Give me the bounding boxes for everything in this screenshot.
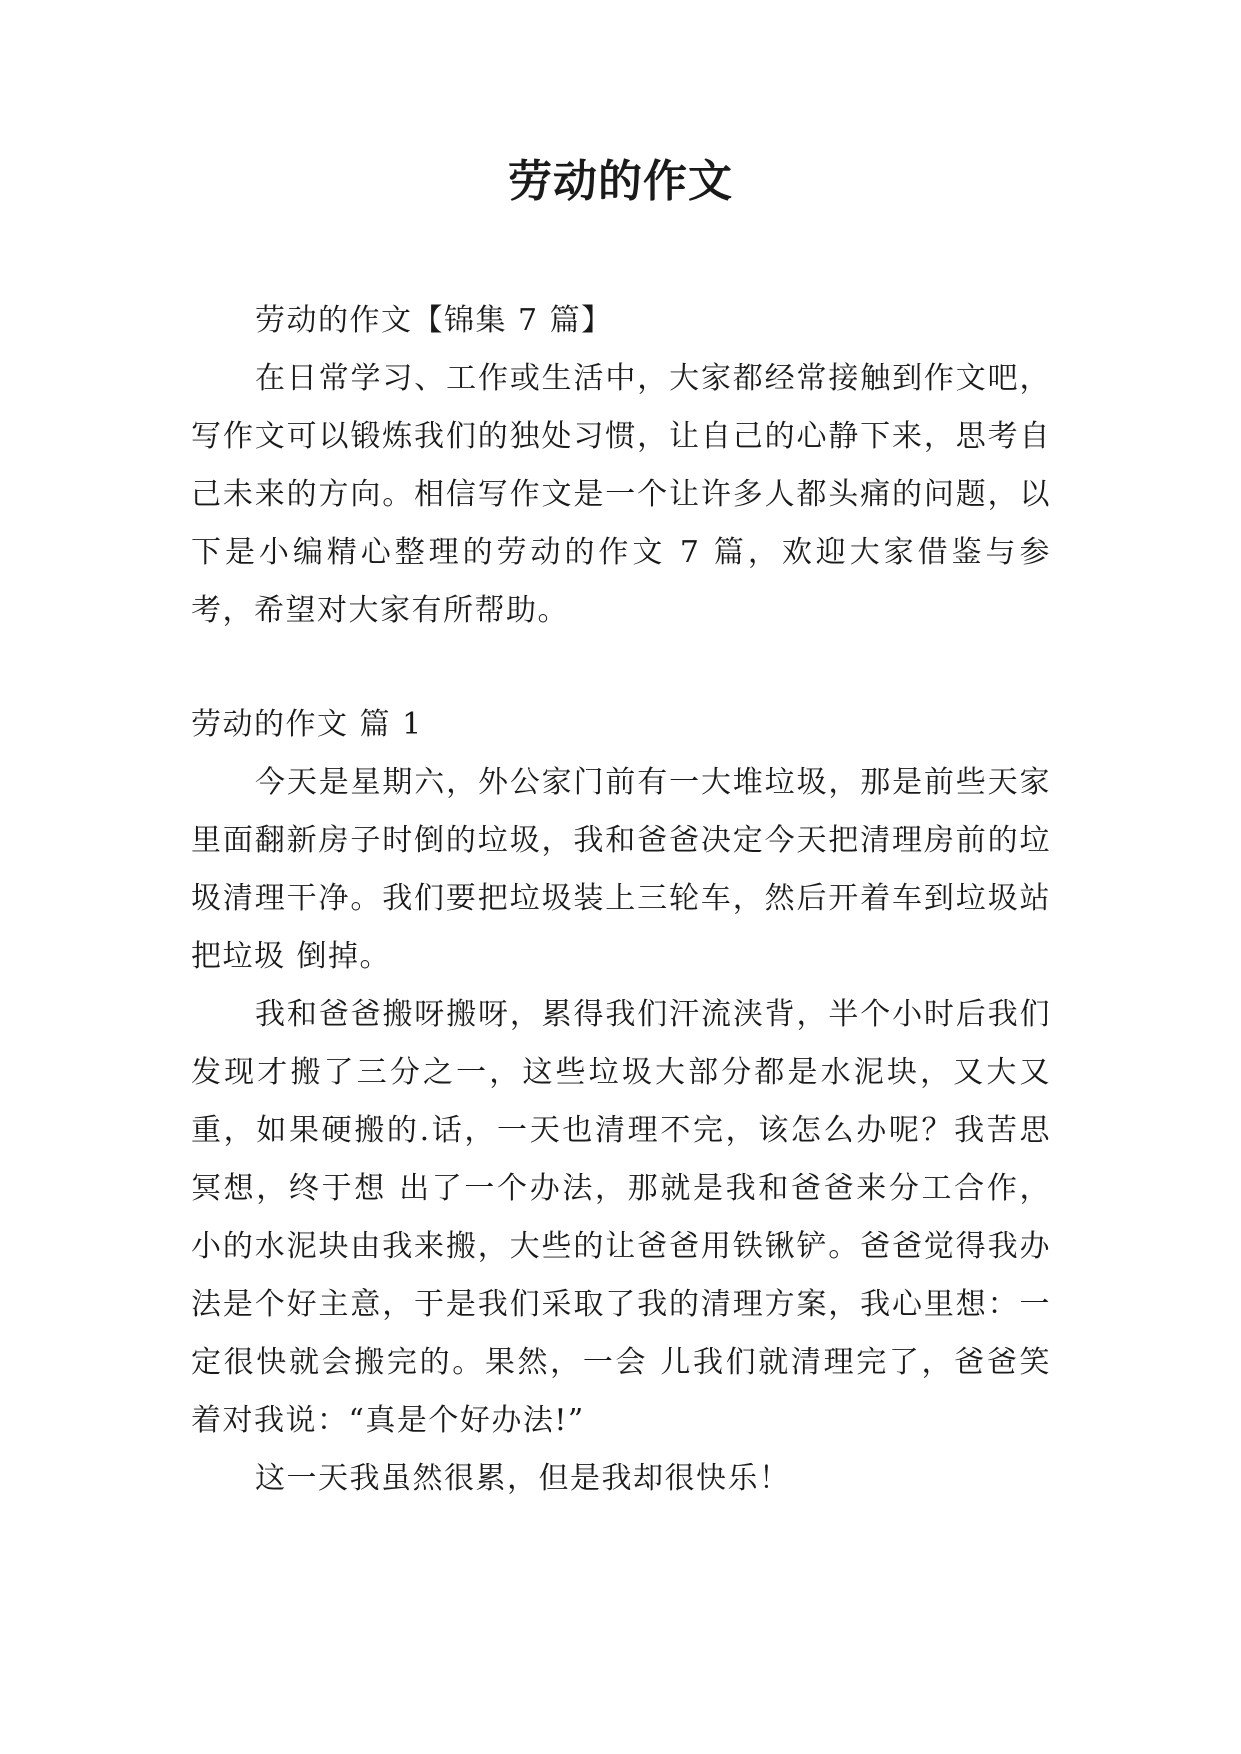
section-paragraph-3: 这一天我虽然很累，但是我却很快乐！ <box>255 1461 791 1496</box>
section-paragraph-2: 我和爸爸搬呀搬呀，累得我们汗流浃背，半个小时后我们发现才搬了三分之一，这些垃圾大部分都是水泥块，又大又重，如果硬搬的.话，一天也清理不完，该怎么办呢？我苦思冥想，终于想 出了一个办法，那就是我和爸爸来分工合作，小的水泥块由我来搬，大些的让爸爸用铁锹铲。爸爸觉得我办法是个好主意，于是我们采取了我的清理方案，我心里想：一定很快就会搬完的。果然，一会 儿我们就清理完了，爸爸笑着对我说：“真是个好办法!” <box>191 997 1051 1438</box>
section-spacer <box>191 640 1051 696</box>
section-paragraph-1: 今天是星期六，外公家门前有一大堆垃圾，那是前些天家里面翻新房子时倒的垃圾，我和爸爸决定今天把清理房前的垃圾清理干净。我们要把垃圾装上三轮车，然后开着车到垃圾站把垃圾 倒掉。 <box>191 765 1051 974</box>
document-body <box>191 292 1051 1508</box>
intro-paragraph: 在日常学习、工作或生活中，大家都经常接触到作文吧，写作文可以锻炼我们的独处习惯，让自己的心静下来，思考自己未来的方向。相信写作文是一个让许多人都头痛的问题，以下是小编精心整理的劳动的作文 7 篇，欢迎大家借鉴与参考，希望对大家有所帮助。 <box>191 361 1051 628</box>
section-heading: 劳动的作文 篇 1 <box>191 707 423 742</box>
document-subtitle: 劳动的作文【锦集 7 篇】 <box>255 303 613 338</box>
document-title: 劳动的作文 <box>508 156 733 207</box>
